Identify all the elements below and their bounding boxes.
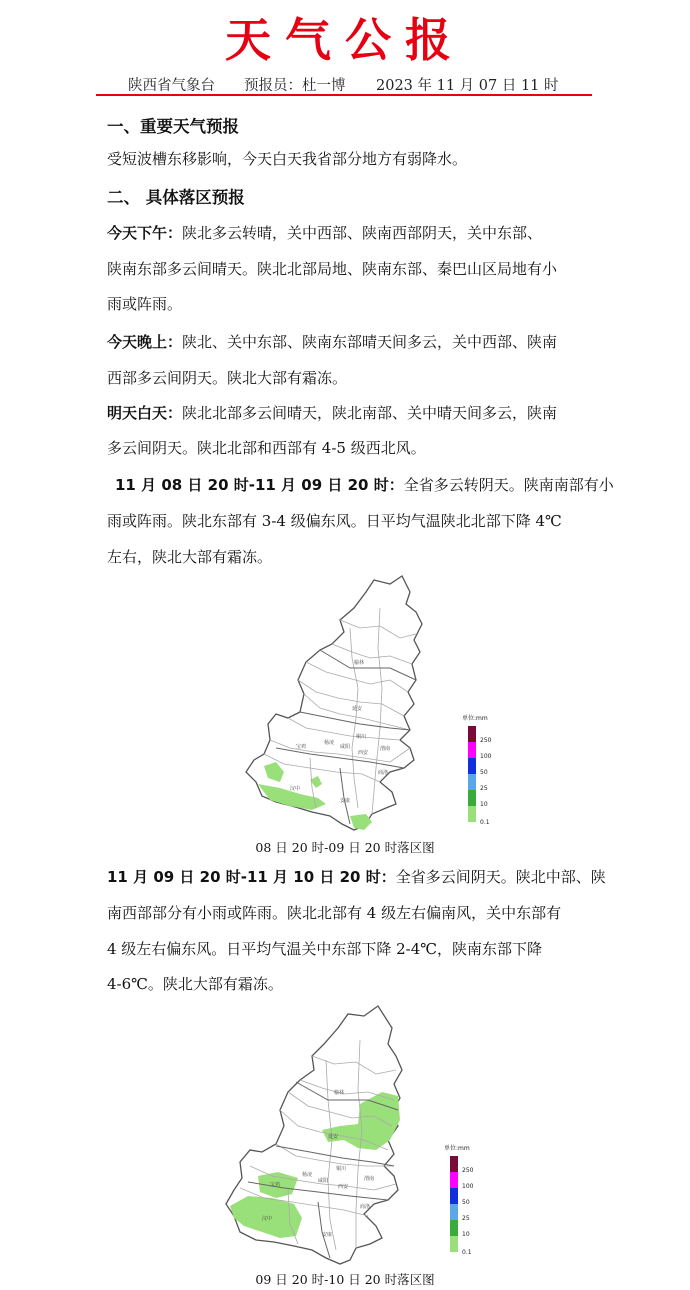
legend1-label-250: 250	[480, 737, 492, 744]
legend2-unit: 单位:mm	[444, 1145, 470, 1152]
legend2-swatch-10	[450, 1220, 458, 1236]
map2-svg	[218, 1000, 508, 1268]
tonight-line1: 今天晚上：陕北、关中东部、陕南东部晴天间多云，关中西部、陕南	[107, 333, 558, 351]
report-title: 天气公报	[225, 13, 465, 67]
period2-line2: 南西部部分有小雨或阵雨。陕北北部有 4 级左右偏南风，关中东部有	[107, 904, 562, 922]
legend1-swatch-250	[468, 726, 476, 742]
tonight-line2: 西部多云间阴天。陕北大部有霜冻。	[107, 369, 348, 387]
legend1-label-10: 10	[480, 801, 488, 808]
legend1-swatch-50	[468, 758, 476, 774]
tonight-label: 今天晚上：	[107, 333, 183, 351]
period2-line3: 4 级左右偏东风。日平均气温关中东部下降 2-4℃，陕南东部下降	[107, 940, 543, 958]
afternoon-label: 今天下午：	[107, 224, 183, 242]
agency-name: 陕西省气象台	[128, 78, 215, 94]
map2-label-yangling: 杨凌	[302, 1172, 313, 1178]
map2-label-xianyang: 咸阳	[318, 1178, 329, 1184]
legend1-label-50: 50	[480, 769, 488, 776]
map1-label-hanzhong: 汉中	[290, 786, 301, 792]
afternoon-line2: 陕南东部多云间晴天。陕北北部局地、陕南东部、秦巴山区局地有小	[107, 260, 558, 278]
map1-label-tongchuan: 铜川	[356, 734, 367, 740]
period1-line2: 雨或阵雨。陕北东部有 3-4 级偏东风。日平均气温陕北北部下降 4℃	[107, 512, 562, 530]
map2-label-tongchuan: 铜川	[336, 1166, 347, 1172]
map1-caption: 08 日 20 时-09 日 20 时落区图	[255, 840, 435, 855]
map1-svg	[240, 568, 510, 836]
legend2-swatch-250	[450, 1156, 458, 1172]
map2-label-weinan: 渭南	[364, 1176, 375, 1182]
map1-label-yangling: 杨凌	[324, 740, 335, 746]
period2-line1: 11 月 09 日 20 时-11 月 10 日 20 时：全省多云间阴天。陕北中部、陕	[107, 868, 606, 886]
period2-label: 11 月 09 日 20 时-11 月 10 日 20 时：	[107, 868, 396, 886]
issue-datetime: 2023 年 11 月 07 日 11 时	[376, 78, 559, 94]
legend1-label-0.1: 0.1	[480, 819, 490, 826]
legend2-label-10: 10	[462, 1231, 470, 1238]
legend2-swatch-100	[450, 1172, 458, 1188]
map1-label-shangluo: 商洛	[378, 770, 389, 776]
legend2-label-0.1: 0.1	[462, 1249, 472, 1256]
section1-heading: 一、重要天气预报	[107, 117, 239, 136]
afternoon-line3: 雨或阵雨。	[107, 295, 183, 313]
map1-label-xian: 西安	[358, 750, 369, 756]
tomorrow-line1: 明天白天：陕北北部多云间晴天，陕北南部、关中晴天间多云，陕南	[107, 404, 558, 422]
legend1-label-100: 100	[480, 753, 492, 760]
tomorrow-line2: 多云间阴天。陕北北部和西部有 4-5 级西北风。	[107, 439, 426, 457]
section1-text: 受短波槽东移影响，今天白天我省部分地方有弱降水。	[107, 150, 468, 168]
legend1-unit: 单位:mm	[462, 715, 488, 722]
legend1-label-25: 25	[480, 785, 488, 792]
legend1-swatch-25	[468, 774, 476, 790]
precip-map-1	[240, 568, 510, 836]
period2-line4: 4-6℃。陕北大部有霜冻。	[107, 975, 283, 993]
map1-label-ankang: 安康	[340, 798, 351, 804]
legend2-label-250: 250	[462, 1167, 474, 1174]
map2-label-hanzhong: 汉中	[262, 1216, 273, 1222]
header-rule	[96, 94, 592, 96]
map2-caption: 09 日 20 时-10 日 20 时落区图	[255, 1272, 435, 1287]
map1-label-baoji: 宝鸡	[296, 744, 307, 750]
map2-label-shangluo: 商洛	[360, 1204, 371, 1210]
map2-label-ankang: 安康	[322, 1232, 333, 1238]
legend-2	[444, 1144, 474, 1256]
legend2-label-50: 50	[462, 1199, 470, 1206]
afternoon-line1: 今天下午：陕北多云转晴，关中西部、陕南西部阴天，关中东部、	[107, 224, 543, 242]
map2-label-xian: 西安	[338, 1184, 349, 1190]
forecaster-name: 预报员：杜一博	[244, 78, 346, 94]
legend2-label-100: 100	[462, 1183, 474, 1190]
section2-heading: 二、 具体落区预报	[107, 188, 245, 207]
map2-label-yulin: 榆林	[334, 1090, 345, 1096]
legend2-swatch-0.1	[450, 1236, 458, 1252]
map1-label-yulin: 榆林	[354, 660, 365, 666]
map1-label-weinan: 渭南	[380, 746, 391, 752]
map2-label-yanan: 延安	[328, 1134, 339, 1140]
map1-label-xianyang: 咸阳	[340, 744, 351, 750]
map1-label-yanan: 延安	[352, 706, 363, 712]
map2-label-baoji: 宝鸡	[270, 1182, 281, 1188]
legend1-swatch-10	[468, 790, 476, 806]
legend2-label-25: 25	[462, 1215, 470, 1222]
legend1-swatch-0.1	[468, 806, 476, 822]
report-meta	[96, 74, 592, 94]
precip-map-2	[218, 1000, 508, 1268]
period1-line1: 11 月 08 日 20 时-11 月 09 日 20 时：全省多云转阴天。陕南南部有小	[115, 476, 614, 494]
tomorrow-label: 明天白天：	[107, 404, 183, 422]
legend2-swatch-25	[450, 1204, 458, 1220]
period1-line3: 左右，陕北大部有霜冻。	[107, 548, 273, 566]
legend2-swatch-50	[450, 1188, 458, 1204]
legend1-swatch-100	[468, 742, 476, 758]
period1-label: 11 月 08 日 20 时-11 月 09 日 20 时：	[115, 476, 404, 494]
legend-1	[462, 714, 492, 826]
